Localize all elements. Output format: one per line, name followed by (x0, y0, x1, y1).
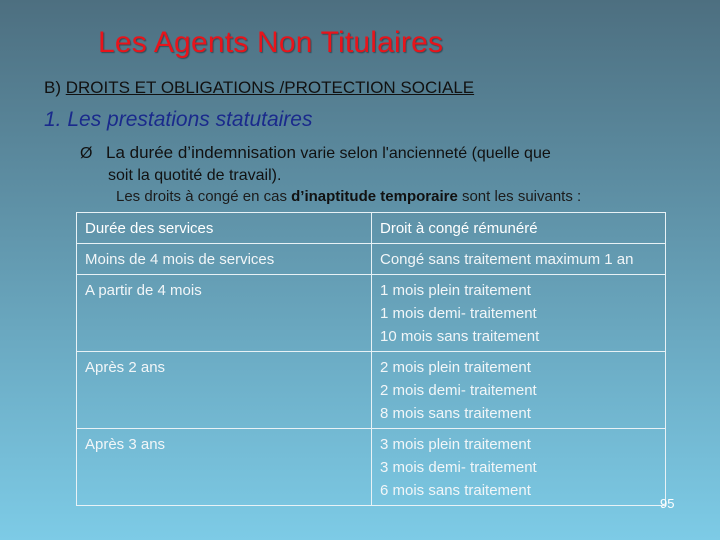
rights-line: 3 mois plein traitement (380, 436, 531, 453)
bullet-lead: La durée d’indemnisation (106, 143, 296, 162)
rights-intro (116, 188, 581, 205)
rights-line: 8 mois sans traitement (380, 405, 531, 422)
rights-line: Congé sans traitement maximum 1 an (380, 251, 634, 268)
row-rights (372, 275, 666, 352)
row-duration: Après 2 ans (77, 352, 372, 429)
bullet-point (80, 142, 680, 187)
slide-title: Les Agents Non Titulaires (98, 26, 444, 59)
table-header-row (77, 213, 666, 244)
subheading: 1. Les prestations statutaires (44, 108, 313, 131)
bullet-continuation: soit la quotité de travail). (108, 167, 282, 184)
page-number: 95 (660, 496, 675, 511)
bullet-rest: varie selon l'ancienneté (quelle que (295, 145, 551, 162)
row-duration: Après 3 ans (77, 429, 372, 506)
row-rights (372, 429, 666, 506)
rights-line: 3 mois demi- traitement (380, 459, 537, 476)
rights-line: 1 mois plein traitement (380, 282, 531, 299)
rights-line: 1 mois demi- traitement (380, 305, 537, 322)
section-title: DROITS ET OBLIGATIONS /PROTECTION SOCIALE (65, 78, 475, 97)
table-row (77, 352, 666, 429)
rights-before: Les droits à congé en cas (116, 188, 292, 205)
rights-bold: d’inaptitude temporaire (291, 188, 458, 205)
header-rights: Droit à congé rémunéré (372, 213, 666, 244)
section-heading (44, 78, 474, 98)
rights-line: 2 mois demi- traitement (380, 382, 537, 399)
rights-after: sont les suivants : (457, 188, 582, 205)
table-row (77, 429, 666, 506)
header-duration: Durée des services (77, 213, 372, 244)
rights-line: 6 mois sans traitement (380, 482, 531, 499)
row-duration: Moins de 4 mois de services (77, 244, 372, 275)
section-prefix: B) (44, 78, 66, 97)
rights-line: 2 mois plein traitement (380, 359, 531, 376)
row-rights (372, 352, 666, 429)
rights-table (76, 212, 666, 506)
table-row (77, 244, 666, 275)
arrow-bullet-icon: Ø (80, 145, 93, 162)
table-row (77, 275, 666, 352)
rights-line: 10 mois sans traitement (380, 328, 540, 345)
row-rights (372, 244, 666, 275)
row-duration: A partir de 4 mois (77, 275, 372, 352)
